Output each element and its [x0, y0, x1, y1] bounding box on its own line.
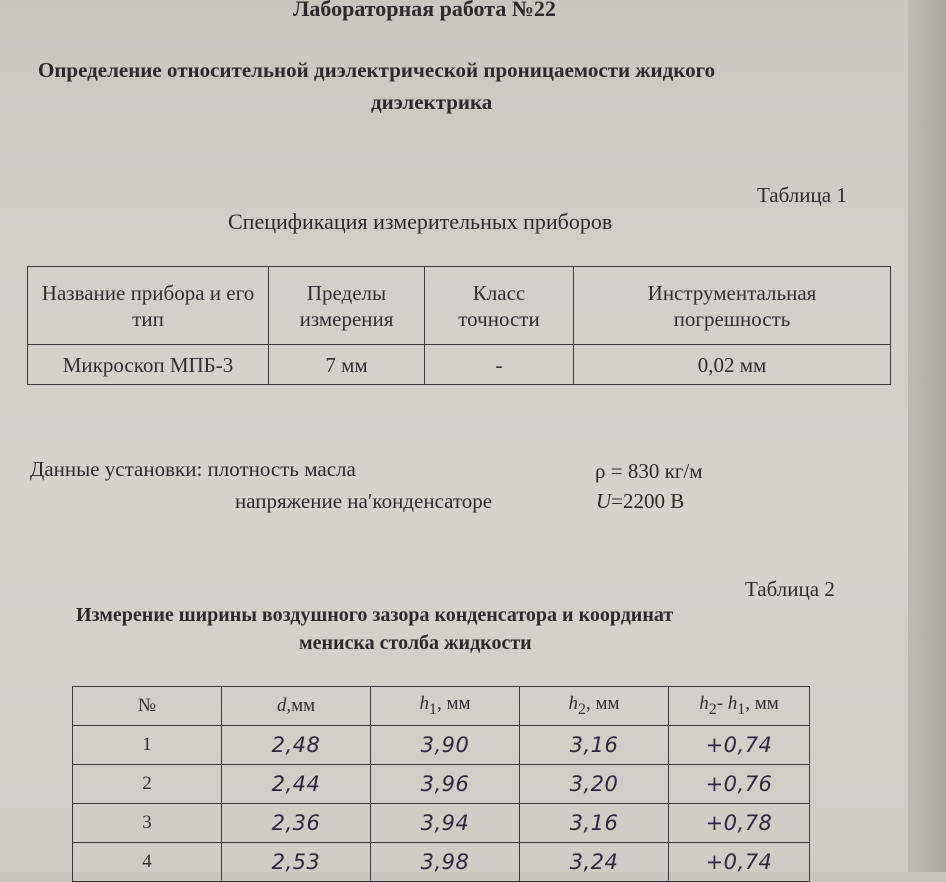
row-number: 1	[73, 726, 222, 765]
table-header-row	[73, 687, 810, 726]
cell-d: 2,53	[222, 843, 371, 882]
cell-d: 2,36	[222, 804, 371, 843]
main-title-line1: Определение относительной диэлектрической проницаемости жидкого	[38, 58, 716, 82]
setup-density-label: Данные установки: плотность масла	[30, 457, 356, 481]
paper-edge-shadow	[908, 0, 946, 872]
row-number: 3	[73, 804, 222, 843]
header-cell-d: d,мм	[222, 687, 371, 726]
setup-density-value: ρ = 830 кг/м	[595, 459, 703, 483]
cell-h2: 3,24	[520, 843, 669, 882]
cell-h1: 3,98	[371, 843, 520, 882]
cell-diff: +0,74	[669, 843, 810, 882]
cell-h2: 3,16	[520, 726, 669, 765]
table-header-row	[28, 267, 891, 345]
cell-d: 2,44	[222, 765, 371, 804]
header-cell-h2-minus-h1: $h_2-$ $h_1$, мм	[669, 687, 810, 726]
table1-caption: Спецификация измерительных приборов	[228, 209, 613, 234]
table2-caption-line2: мениска столба жидкости	[299, 632, 532, 654]
instrument-spec-table	[27, 266, 891, 385]
row-number: 2	[73, 765, 222, 804]
header-cell: Класс точности	[425, 267, 574, 345]
table2-caption-line1: Измерение ширины воздушного зазора конденсатора и координат	[76, 604, 674, 626]
table-cell: Микроскоп МПБ-3	[28, 345, 269, 385]
cell-diff: +0,78	[669, 804, 810, 843]
main-title-line2: диэлектрика	[371, 90, 493, 114]
voltage-number: =2200 В	[611, 489, 685, 513]
header-cell-number: №	[73, 687, 222, 726]
cell-h1: 3,94	[371, 804, 520, 843]
voltage-symbol: U	[596, 489, 612, 513]
gap-measurement-table	[72, 686, 810, 882]
header-cell: Пределы измерения	[269, 267, 425, 345]
setup-voltage-label: напряжение наʹконденсаторе	[235, 489, 493, 513]
table-cell: 7 мм	[269, 345, 425, 385]
table2-label: Таблица 2	[745, 577, 835, 601]
table-row	[28, 345, 891, 385]
table-row	[73, 726, 810, 765]
header-cell-h2: $h_2$, мм	[520, 687, 669, 726]
cell-diff: +0,76	[669, 765, 810, 804]
cell-d: 2,48	[222, 726, 371, 765]
row-number: 4	[73, 843, 222, 882]
cell-h1: 3,96	[371, 765, 520, 804]
cell-h2: 3,16	[520, 804, 669, 843]
cell-h2: 3,20	[520, 765, 669, 804]
cell-h1: 3,90	[371, 726, 520, 765]
table-row	[73, 804, 810, 843]
cell-diff: +0,74	[669, 726, 810, 765]
table-row	[73, 843, 810, 882]
header-cell: Инструментальная погрешность	[574, 267, 891, 345]
table1-label: Таблица 1	[757, 183, 847, 207]
header-cell: Название прибора и его тип	[28, 267, 269, 345]
setup-voltage-value	[596, 489, 684, 514]
header-cell-h1: $h_1$, мм	[371, 687, 520, 726]
table-cell: -	[425, 345, 574, 385]
table-cell: 0,02 мм	[574, 345, 891, 385]
lab-title: Лабораторная работа №22	[293, 0, 556, 21]
table-row	[73, 765, 810, 804]
